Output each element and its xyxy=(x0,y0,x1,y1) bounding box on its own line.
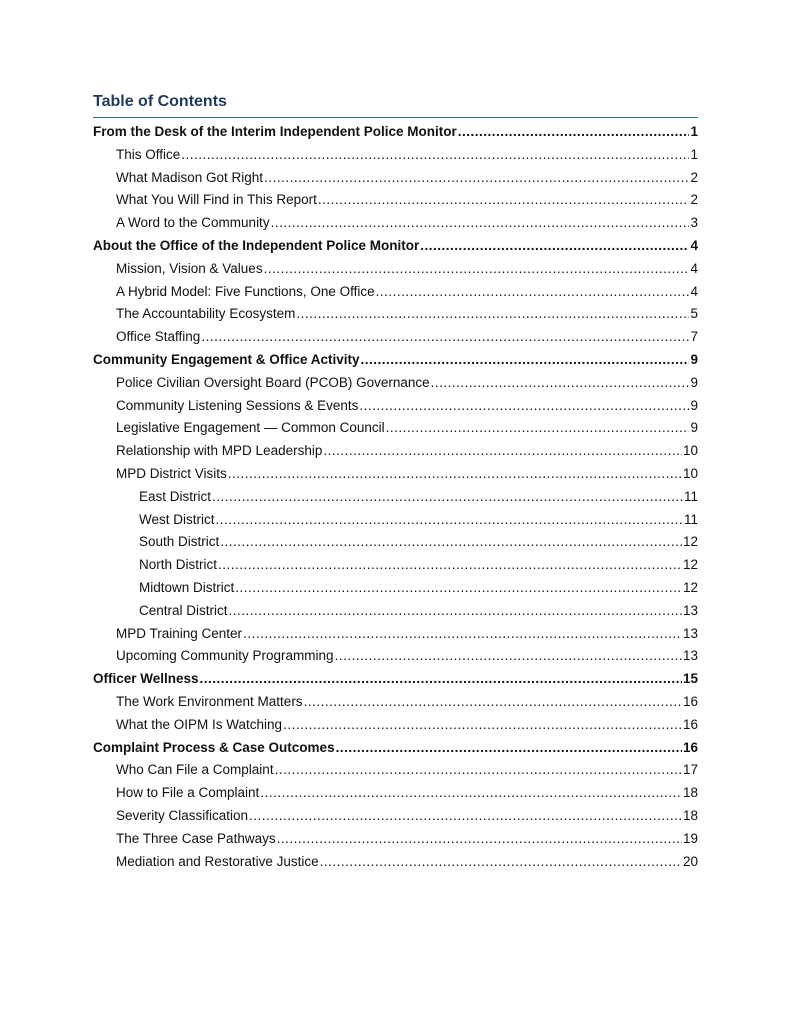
toc-entry-page-number: 9 xyxy=(690,397,698,413)
dot-leader xyxy=(181,144,689,167)
dot-leader xyxy=(420,235,689,258)
dot-leader xyxy=(336,737,682,760)
toc-entry[interactable] xyxy=(93,577,698,600)
toc-entry[interactable] xyxy=(93,212,698,235)
dot-leader xyxy=(218,554,682,577)
toc-entry-label: From the Desk of the Interim Independent Police Monitor xyxy=(93,124,457,139)
toc-entry[interactable] xyxy=(93,668,698,691)
toc-entry-label: Mission, Vision & Values xyxy=(116,260,263,276)
dot-leader xyxy=(243,623,682,646)
toc-entry[interactable] xyxy=(93,759,698,782)
toc-title: Table of Contents xyxy=(93,93,227,110)
toc-entry-label: Relationship with MPD Leadership xyxy=(116,443,323,459)
toc-entry[interactable] xyxy=(93,737,698,760)
dot-leader xyxy=(283,714,682,737)
toc-entry[interactable] xyxy=(93,235,698,258)
toc-entry-page-number: 18 xyxy=(682,807,698,823)
toc-entry-page-number: 13 xyxy=(682,625,698,641)
toc-entry[interactable] xyxy=(93,417,698,440)
toc-entry-page-number: 17 xyxy=(682,762,698,778)
dot-leader xyxy=(271,212,690,235)
dot-leader xyxy=(359,395,689,418)
toc-entry-page-number: 13 xyxy=(682,602,698,618)
dot-leader xyxy=(200,668,682,691)
toc-entry-page-number: 1 xyxy=(690,146,698,162)
toc-entry-label: Severity Classification xyxy=(116,807,249,823)
dot-leader xyxy=(264,167,689,190)
toc-entry[interactable] xyxy=(93,303,698,326)
dot-leader xyxy=(275,759,682,782)
toc-entry-label: A Hybrid Model: Five Functions, One Office xyxy=(116,283,375,299)
toc-entry-label: Community Engagement & Office Activity xyxy=(93,351,360,367)
toc-entry-page-number: 11 xyxy=(683,511,698,527)
toc-entry-label: What the OIPM Is Watching xyxy=(116,716,283,732)
toc-entry[interactable] xyxy=(93,782,698,805)
dot-leader xyxy=(264,258,690,281)
toc-entry-label: Police Civilian Oversight Board (PCOB) Governance xyxy=(116,374,430,390)
toc-entry-label: A Word to the Community xyxy=(116,215,270,231)
toc-entry-label: Legislative Engagement — Common Council xyxy=(116,420,385,436)
toc-entry-label: The Work Environment Matters xyxy=(116,693,303,709)
toc-entry-page-number: 16 xyxy=(682,739,698,755)
toc-entry-page-number: 9 xyxy=(690,374,698,390)
toc-entry-page-number: 10 xyxy=(682,465,698,481)
toc-entry-page-number: 4 xyxy=(690,237,698,253)
dot-leader xyxy=(229,600,682,623)
toc-entry-page-number: 2 xyxy=(690,192,698,208)
toc-entry[interactable] xyxy=(93,554,698,577)
toc-entry[interactable] xyxy=(93,714,698,737)
toc-entry[interactable] xyxy=(93,851,698,874)
toc-entry-label: Mediation and Restorative Justice xyxy=(116,853,319,869)
toc-entry-label: The Three Case Pathways xyxy=(116,830,276,846)
dot-leader xyxy=(220,531,682,554)
dot-leader xyxy=(320,851,682,874)
dot-leader xyxy=(296,303,689,326)
toc-entry-page-number: 7 xyxy=(690,329,698,345)
toc-entry-label: Midtown District xyxy=(139,579,235,595)
dot-leader xyxy=(212,486,683,509)
toc-entry-page-number: 9 xyxy=(690,351,698,367)
toc-entry[interactable] xyxy=(93,144,698,167)
toc-entry-label: What You Will Find in This Report xyxy=(116,192,317,208)
toc-entry[interactable] xyxy=(93,372,698,395)
toc-entry[interactable] xyxy=(93,258,698,281)
toc-entry[interactable] xyxy=(93,600,698,623)
toc-entry-label: North District xyxy=(139,557,218,573)
toc-entry[interactable] xyxy=(93,440,698,463)
toc-entry-label: MPD District Visits xyxy=(116,465,227,481)
dot-leader xyxy=(260,782,682,805)
toc-entry[interactable] xyxy=(93,828,698,851)
toc-entry-label: How to File a Complaint xyxy=(116,785,260,801)
toc-entry[interactable] xyxy=(93,645,698,668)
toc-entry-page-number: 18 xyxy=(682,785,698,801)
toc-entry[interactable] xyxy=(93,486,698,509)
toc-entry-label: Complaint Process & Case Outcomes xyxy=(93,739,335,755)
toc-entry[interactable] xyxy=(93,326,698,349)
toc-entry[interactable] xyxy=(93,349,698,372)
toc-entry-page-number: 15 xyxy=(682,671,698,687)
dot-leader xyxy=(216,509,683,532)
toc-entry[interactable] xyxy=(93,531,698,554)
dot-leader xyxy=(323,440,682,463)
dot-leader xyxy=(376,281,690,304)
toc-entry-page-number: 12 xyxy=(682,534,698,550)
toc-entry-label: This Office xyxy=(116,146,181,162)
dot-leader xyxy=(277,828,682,851)
toc-entry[interactable] xyxy=(93,167,698,190)
toc-entry-label: The Accountability Ecosystem xyxy=(116,306,296,322)
toc-entry-label: Office Staffing xyxy=(116,329,201,345)
toc-entry[interactable] xyxy=(93,623,698,646)
toc-entry-page-number: 10 xyxy=(682,443,698,459)
toc-entry-page-number: 20 xyxy=(682,853,698,869)
toc-entry[interactable] xyxy=(93,691,698,714)
toc-entry-label: West District xyxy=(139,511,215,527)
toc-entry-page-number: 2 xyxy=(690,169,698,185)
toc-entry-label: Central District xyxy=(139,602,228,618)
dot-leader xyxy=(361,349,690,372)
dot-leader xyxy=(335,645,682,668)
toc-entry-label: MPD Training Center xyxy=(116,625,243,641)
dot-leader xyxy=(431,372,690,395)
dot-leader xyxy=(249,805,682,828)
title-divider xyxy=(93,117,698,118)
toc-entry-page-number: 19 xyxy=(682,830,698,846)
dot-leader xyxy=(201,326,689,349)
toc-entry-page-number: 5 xyxy=(690,306,698,322)
toc-entry-page-number: 9 xyxy=(690,420,698,436)
toc-entry[interactable] xyxy=(93,189,698,212)
toc-entry[interactable] xyxy=(93,281,698,304)
toc-entry[interactable] xyxy=(93,121,698,144)
toc-entry-page-number: 1 xyxy=(690,124,698,139)
toc-entry-page-number: 16 xyxy=(682,716,698,732)
dot-leader xyxy=(228,463,682,486)
toc-entry-label: Upcoming Community Programming xyxy=(116,648,334,664)
toc-entry-label: Who Can File a Complaint xyxy=(116,762,274,778)
dot-leader xyxy=(458,121,690,144)
toc-entry-label: What Madison Got Right xyxy=(116,169,264,185)
dot-leader xyxy=(304,691,682,714)
toc-list xyxy=(93,121,698,873)
toc-entry-page-number: 12 xyxy=(682,579,698,595)
toc-entry-page-number: 4 xyxy=(690,260,698,276)
toc-entry[interactable] xyxy=(93,509,698,532)
toc-entry[interactable] xyxy=(93,805,698,828)
dot-leader xyxy=(386,417,690,440)
toc-entry-page-number: 11 xyxy=(683,488,698,504)
toc-entry[interactable] xyxy=(93,395,698,418)
toc-entry[interactable] xyxy=(93,463,698,486)
toc-entry-label: About the Office of the Independent Police Monitor xyxy=(93,237,420,253)
toc-entry-page-number: 16 xyxy=(682,693,698,709)
dot-leader xyxy=(318,189,690,212)
toc-entry-label: South District xyxy=(139,534,220,550)
toc-entry-label: East District xyxy=(139,488,212,504)
toc-entry-label: Officer Wellness xyxy=(93,671,199,687)
toc-entry-page-number: 12 xyxy=(682,557,698,573)
toc-entry-label: Community Listening Sessions & Events xyxy=(116,397,359,413)
toc-entry-page-number: 4 xyxy=(690,283,698,299)
toc-entry-page-number: 13 xyxy=(682,648,698,664)
dot-leader xyxy=(235,577,682,600)
toc-entry-page-number: 3 xyxy=(690,215,698,231)
